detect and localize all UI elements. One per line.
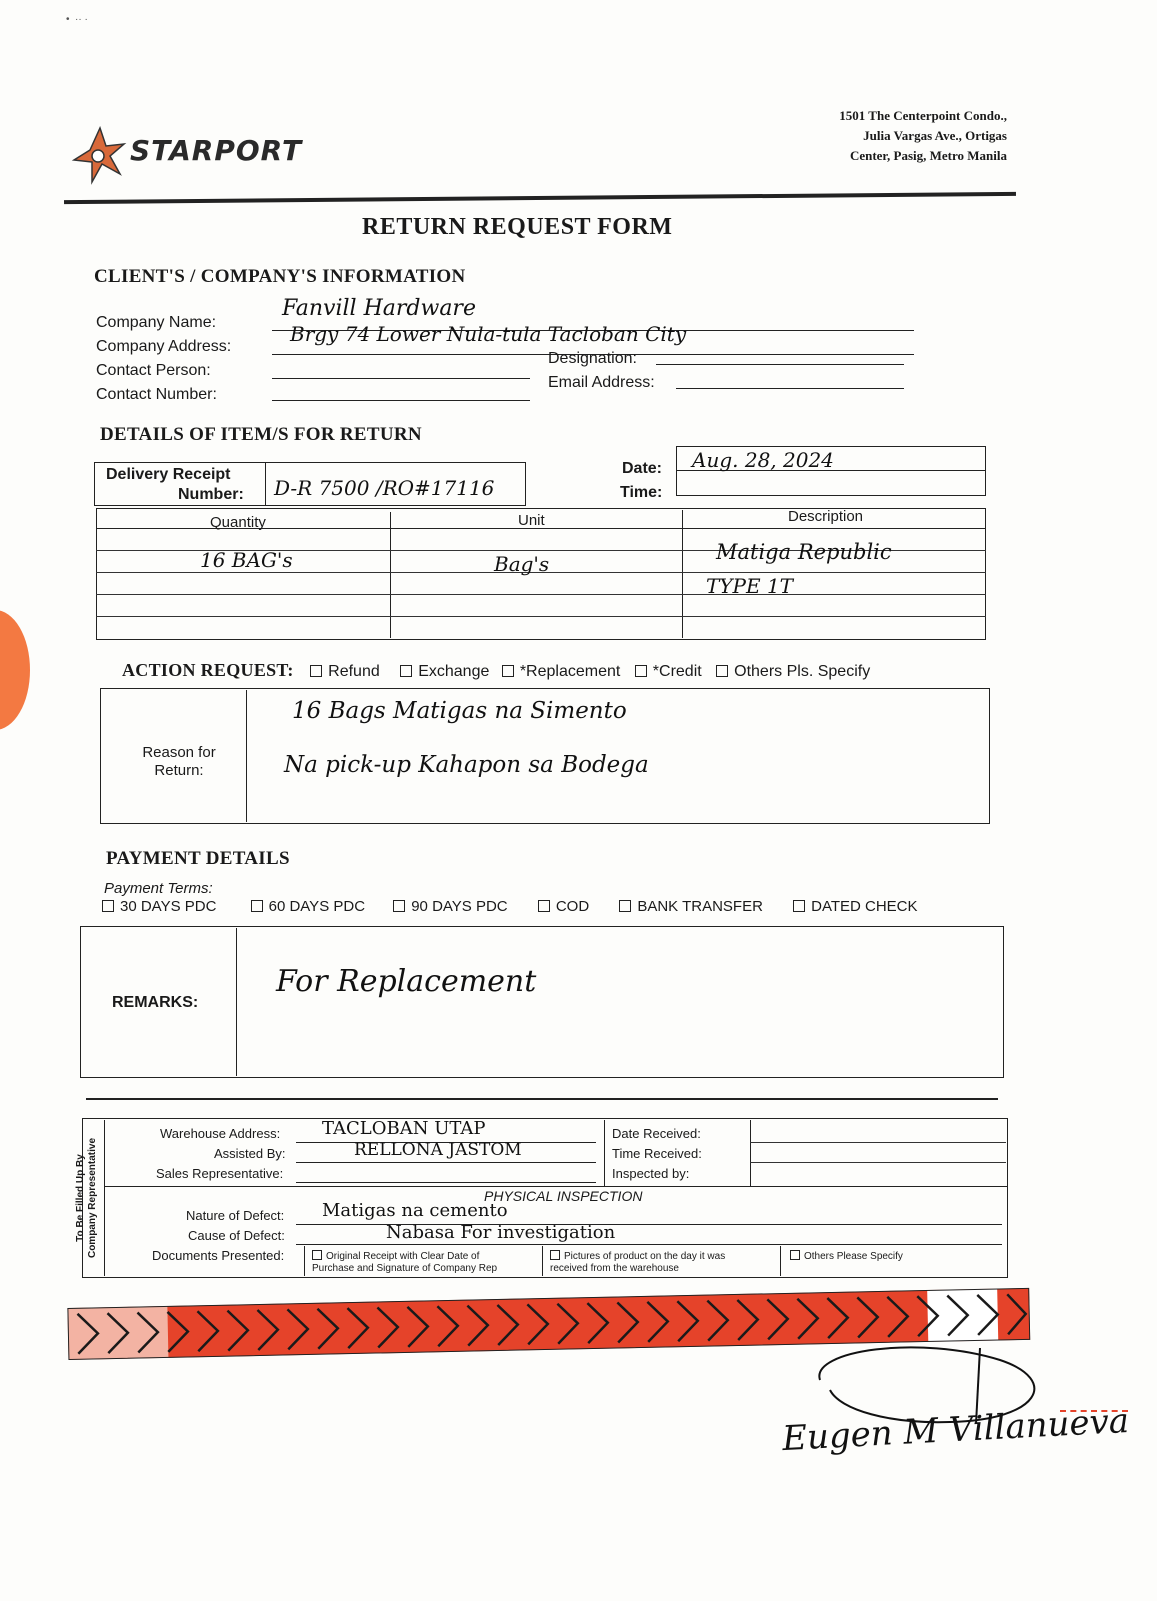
rep-right-rule-1: [750, 1142, 1006, 1143]
reason-label: [134, 744, 224, 780]
time-received-label: Time Received:: [612, 1146, 702, 1161]
address-line-2: Julia Vargas Ave., Ortigas: [863, 128, 1007, 143]
checkbox-icon: [635, 665, 647, 677]
rep-side-divider: [104, 1120, 105, 1276]
form-title: RETURN REQUEST FORM: [362, 214, 673, 240]
rep-right-divider: [750, 1120, 751, 1186]
date-label: Date:: [622, 460, 663, 477]
email-line: [676, 388, 904, 389]
warehouse-value: TACLOBAN UTAP: [322, 1118, 486, 1139]
reason-label-1: Reason for: [142, 744, 216, 761]
action-request-label: ACTION REQUEST:: [122, 660, 294, 680]
checkbox-icon: [550, 1250, 560, 1260]
nature-defect-value: Matigas na cemento: [322, 1200, 508, 1221]
doc-divider-1: [304, 1246, 305, 1276]
col-divider-2: [682, 510, 683, 638]
action-option-credit[interactable]: [635, 663, 702, 680]
date-value: Aug. 28, 2024: [692, 448, 834, 472]
col-header-description: Description: [788, 508, 864, 525]
address-line-3: Center, Pasig, Metro Manila: [849, 148, 1007, 163]
doc-option-pictures[interactable]: [550, 1250, 725, 1275]
address-line-1: 1501 The Centerpoint Condo.,: [839, 108, 1007, 123]
checkbox-icon: [312, 1250, 322, 1260]
checkbox-icon: [538, 900, 550, 912]
doc-1-line-1: Original Receipt with Clear Date of: [326, 1251, 480, 1262]
doc-3-label: Others Please Specify: [804, 1251, 903, 1262]
signature-dash: [1060, 1410, 1128, 1412]
company-name-label: Company Name:: [96, 314, 217, 331]
company-address: [747, 106, 1007, 166]
col-header-quantity: Quantity: [210, 514, 266, 531]
assisted-value: RELLONA JASTOM: [354, 1140, 522, 1160]
physical-inspection-label: PHYSICAL INSPECTION: [484, 1188, 643, 1204]
doc-divider-2: [542, 1246, 543, 1276]
checkbox-icon: [400, 665, 412, 677]
contact-number-line: [272, 400, 530, 401]
checkbox-icon: [251, 900, 263, 912]
option-label: 30 DAYS PDC: [120, 898, 217, 915]
checkbox-icon: [716, 665, 728, 677]
checkbox-icon: [393, 900, 405, 912]
option-label: DATED CHECK: [811, 898, 918, 915]
action-request-row: [122, 660, 870, 681]
option-label: 90 DAYS PDC: [411, 898, 508, 915]
logo-text: STARPORT: [130, 134, 303, 167]
checkbox-icon: [102, 900, 114, 912]
cause-defect-line: [296, 1244, 1002, 1245]
assisted-label: Assisted By:: [214, 1146, 286, 1161]
stain-mark: [0, 610, 30, 730]
payment-option-cod[interactable]: [538, 898, 589, 915]
items-section-heading: DETAILS OF ITEM/S FOR RETURN: [100, 424, 422, 445]
contact-person-line: [272, 378, 530, 379]
email-label: Email Address:: [548, 374, 655, 391]
inspected-label: Inspected by:: [612, 1166, 690, 1181]
starport-logo-icon: [70, 126, 130, 192]
remarks-divider: [236, 928, 237, 1076]
sales-rep-line: [296, 1182, 596, 1183]
option-label: Exchange: [418, 663, 490, 680]
rep-right-rule-2: [750, 1162, 1006, 1163]
payment-option-bank-transfer[interactable]: [619, 898, 763, 915]
doc-1-line-2: Purchase and Signature of Company Rep: [312, 1263, 498, 1274]
checkbox-icon: [310, 665, 322, 677]
contact-number-label: Contact Number:: [96, 386, 217, 403]
payment-option-60-days[interactable]: [251, 898, 365, 915]
checkbox-icon: [619, 900, 631, 912]
payment-terms-label: Payment Terms:: [104, 880, 213, 897]
option-label: Refund: [328, 663, 380, 680]
company-address-label: Company Address:: [96, 338, 232, 355]
header-rule: [64, 192, 1016, 204]
doc-2-line-1: Pictures of product on the day it was: [564, 1251, 726, 1262]
section-rule: [86, 1098, 998, 1100]
designation-line: [656, 364, 904, 365]
checkbox-icon: [790, 1250, 800, 1260]
cause-defect-value: Nabasa For investigation: [386, 1222, 616, 1243]
reason-line-1: 16 Bags Matigas na Simento: [292, 698, 627, 724]
doc-option-receipt[interactable]: [312, 1250, 497, 1275]
remarks-box: [80, 926, 1004, 1078]
option-label: *Replacement: [519, 663, 621, 680]
action-option-others[interactable]: [716, 663, 870, 680]
company-name-value: Fanvill Hardware: [282, 296, 476, 321]
payment-options-row: [102, 898, 918, 915]
payment-option-30-days[interactable]: [102, 898, 216, 915]
checkbox-icon: [793, 900, 805, 912]
action-option-replacement[interactable]: [502, 663, 621, 680]
action-option-exchange[interactable]: [400, 663, 489, 680]
dr-label-2: Number:: [178, 486, 244, 503]
contact-person-label: Contact Person:: [96, 362, 211, 379]
payment-heading: PAYMENT DETAILS: [106, 848, 290, 869]
row-description-2: TYPE 1T: [706, 574, 794, 598]
dr-label-1: Delivery Receipt: [106, 466, 231, 483]
designation-label: Designation:: [548, 350, 637, 367]
scan-specks: • ·· ·: [66, 14, 88, 25]
reason-divider: [246, 690, 247, 822]
assisted-line: [296, 1162, 596, 1163]
col-divider-1: [390, 512, 391, 638]
time-label: Time:: [620, 484, 663, 501]
checkbox-icon: [502, 665, 514, 677]
col-header-unit: Unit: [518, 512, 545, 529]
documents-label: Documents Presented:: [152, 1248, 285, 1263]
rep-side-label-1: To Be Filled Up By: [75, 1154, 86, 1242]
cause-defect-label: Cause of Defect:: [188, 1228, 285, 1243]
option-label: *Credit: [652, 663, 702, 680]
row-unit: Bag's: [494, 552, 550, 576]
table-row-rule-4: [96, 616, 986, 617]
reason-label-2: Return:: [154, 762, 204, 779]
option-label: 60 DAYS PDC: [268, 898, 366, 915]
payment-option-dated-check[interactable]: [793, 898, 917, 915]
row-description-1: Matiga Republic: [716, 540, 892, 564]
doc-divider-3: [780, 1246, 781, 1276]
company-logo: [70, 126, 130, 197]
physical-inspection-rule: [104, 1186, 1008, 1187]
payment-option-90-days[interactable]: [393, 898, 507, 915]
signature-name: Eugen M Villanueva: [781, 1400, 1130, 1460]
remarks-value: For Replacement: [276, 964, 537, 999]
doc-option-others[interactable]: [790, 1250, 903, 1263]
table-row-rule-3: [96, 594, 986, 595]
remarks-label: REMARKS:: [112, 994, 199, 1011]
dr-value: D-R 7500 /RO#17116: [274, 476, 495, 500]
nature-defect-label: Nature of Defect:: [186, 1208, 285, 1223]
rep-side-label-2: Company Representative: [87, 1137, 98, 1259]
client-section-heading: CLIENT'S / COMPANY'S INFORMATION: [94, 266, 466, 287]
option-label: Others Pls. Specify: [734, 663, 871, 680]
rep-side-label: [75, 1103, 99, 1293]
date-received-label: Date Received:: [612, 1126, 701, 1141]
sales-rep-label: Sales Representative:: [156, 1166, 284, 1181]
option-label: COD: [555, 898, 590, 915]
warehouse-label: Warehouse Address:: [160, 1126, 281, 1141]
doc-2-line-2: received from the warehouse: [550, 1263, 679, 1274]
reason-line-2: Na pick-up Kahapon sa Bodega: [284, 752, 649, 778]
option-label: BANK TRANSFER: [637, 898, 763, 915]
company-address-value: Brgy 74 Lower Nula-tula Tacloban City: [290, 322, 687, 346]
rep-mid-divider: [604, 1120, 605, 1186]
row-quantity: 16 BAG's: [200, 548, 293, 572]
action-option-refund[interactable]: [310, 663, 380, 680]
